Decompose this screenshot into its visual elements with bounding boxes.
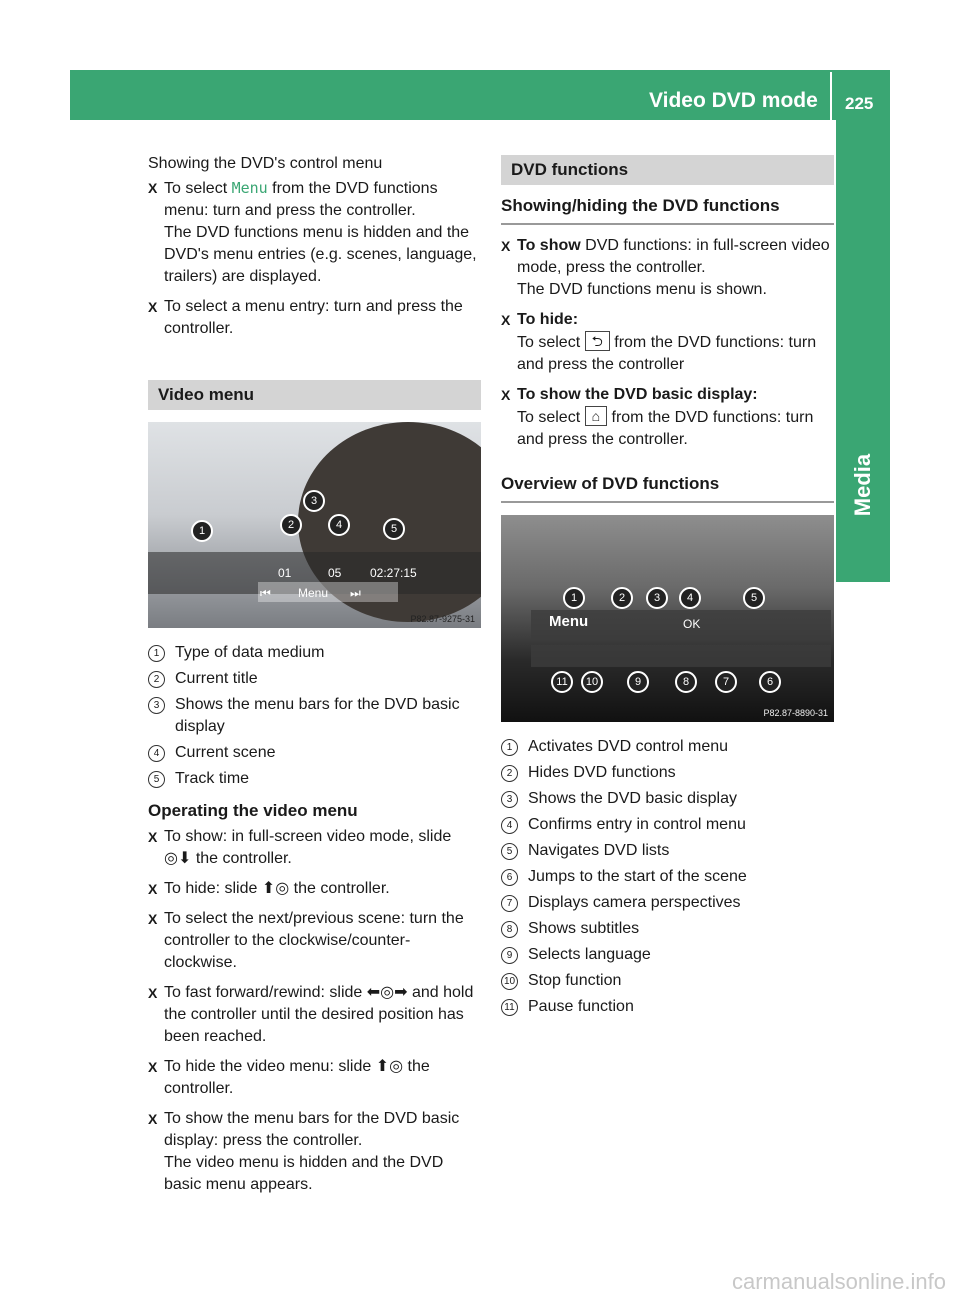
legend-item: [501, 840, 834, 862]
step-text: To fast forward/rewind: slide ⬅◎➡ and hold the controller until the desired position has been reached.: [164, 984, 474, 1045]
legend-item: [148, 668, 481, 690]
operating-heading: Operating the video menu: [148, 801, 358, 820]
step-bold: To show the DVD basic display:: [517, 386, 758, 403]
callout-1: 1: [563, 587, 585, 609]
dvd-functions-legend: [501, 736, 834, 1018]
step-result: The DVD functions menu is hidden and the DVD's menu entries (e.g. scenes, language, trailers) are displayed.: [164, 224, 477, 285]
video-menu-screenshot: [148, 422, 481, 628]
step-arrow-icon: X: [148, 1111, 158, 1127]
legend-item: [501, 970, 834, 992]
operating-step: [148, 1056, 481, 1100]
step-text: from the DVD functions menu: turn and press the controller.: [164, 180, 438, 219]
legend-number: 11: [501, 999, 518, 1016]
callout-2: 2: [280, 514, 302, 536]
step-arrow-icon: X: [501, 312, 511, 328]
legend-text: Hides DVD functions: [528, 764, 676, 781]
page-header-title: Video DVD mode: [649, 89, 818, 112]
legend-number: 10: [501, 973, 518, 990]
image-reference: P82.87-9275-31: [410, 614, 475, 624]
step-arrow-icon: X: [148, 881, 158, 897]
step-arrow-icon: X: [148, 985, 158, 1001]
image-prev-icon: ⏮: [260, 586, 271, 600]
step-basic-display: [501, 384, 834, 451]
callout-4: 4: [328, 514, 350, 536]
legend-number: 1: [501, 739, 518, 756]
legend-text: Jumps to the start of the scene: [528, 868, 747, 885]
legend-number: 7: [501, 895, 518, 912]
back-icon: ⮌: [585, 331, 610, 351]
header-divider: [830, 72, 832, 120]
image-title-value: 01: [278, 566, 292, 580]
showing-hiding-heading: Showing/hiding the DVD functions: [501, 195, 834, 225]
side-tab-label: Media: [850, 453, 875, 517]
page-number: 225: [845, 94, 874, 113]
legend-item: [501, 892, 834, 914]
legend-item: [501, 918, 834, 940]
operating-step: [148, 908, 481, 974]
step-text-part: from the DVD functions: turn and press the controller.: [517, 409, 814, 448]
step-arrow-icon: X: [501, 238, 511, 254]
legend-item: [148, 694, 481, 738]
step-select-entry: [148, 296, 481, 340]
callout-9: 9: [627, 671, 649, 693]
legend-number: 4: [148, 745, 165, 762]
step-arrow-icon: X: [148, 911, 158, 927]
legend-item: [501, 866, 834, 888]
step-bold: To show: [517, 237, 581, 254]
dvd-functions-screenshot: [501, 515, 834, 722]
home-icon: ⌂: [585, 406, 607, 426]
step-text: [517, 406, 834, 451]
legend-item: [148, 768, 481, 790]
legend-number: 4: [501, 817, 518, 834]
step-text: To select: [164, 180, 232, 197]
legend-number: 3: [148, 697, 165, 714]
step-hide: [501, 309, 834, 376]
legend-number: 5: [501, 843, 518, 860]
legend-text: Stop function: [528, 972, 622, 989]
legend-text: Type of data medium: [175, 644, 325, 661]
callout-3: 3: [303, 490, 325, 512]
operating-step: [148, 982, 481, 1048]
legend-text: Selects language: [528, 946, 651, 963]
image-reference: P82.87-8890-31: [763, 708, 828, 718]
image-ok-label: OK: [683, 617, 701, 631]
operating-step: [148, 1108, 481, 1196]
image-time-value: 02:27:15: [370, 566, 417, 580]
menu-word: Menu: [231, 179, 268, 197]
step-text-part: from the DVD functions: turn and press the controller: [517, 334, 817, 373]
step-text: [517, 331, 834, 376]
legend-item: [501, 762, 834, 784]
callout-4: 4: [679, 587, 701, 609]
callout-10: 10: [581, 671, 603, 693]
legend-text: Activates DVD control menu: [528, 738, 729, 755]
legend-number: 3: [501, 791, 518, 808]
image-scene-value: 05: [328, 566, 342, 580]
legend-item: [501, 944, 834, 966]
legend-item: [501, 814, 834, 836]
step-text: To select the next/previous scene: turn the controller to the clockwise/counter-clockwise.: [164, 910, 464, 971]
section-heading-dvd-functions: DVD functions: [501, 155, 834, 185]
legend-text: Shows the menu bars for the DVD basic display: [175, 696, 460, 735]
step-show: [501, 235, 834, 301]
image-control-band: [531, 645, 831, 667]
legend-text: Shows subtitles: [528, 920, 640, 937]
legend-text: Confirms entry in control menu: [528, 816, 746, 833]
step-bold: To hide:: [517, 311, 579, 328]
image-menu-label: Menu: [298, 586, 329, 600]
step-text: To hide: slide ⬆◎ the controller.: [164, 880, 390, 897]
legend-text: Navigates DVD lists: [528, 842, 670, 859]
right-column: [501, 155, 834, 1022]
step-result: The video menu is hidden and the DVD basic menu appears.: [164, 1154, 444, 1193]
left-column: [148, 153, 481, 1196]
legend-item: [501, 788, 834, 810]
legend-text: Current scene: [175, 744, 276, 761]
step-text: To show: in full-screen video mode, slide ◎⬇ the controller.: [164, 828, 452, 867]
watermark: carmanualsonline.info: [731, 1269, 946, 1294]
legend-number: 9: [501, 947, 518, 964]
legend-number: 8: [501, 921, 518, 938]
step-text: To hide the video menu: slide ⬆◎ the controller.: [164, 1058, 430, 1097]
video-menu-legend: [148, 642, 481, 790]
callout-5: 5: [743, 587, 765, 609]
step-arrow-icon: X: [501, 387, 511, 403]
legend-number: 2: [148, 671, 165, 688]
callout-11: 11: [551, 671, 573, 693]
callout-1: 1: [191, 520, 213, 542]
step-arrow-icon: X: [148, 299, 158, 315]
step-select-menu: [148, 177, 481, 288]
legend-item: [148, 642, 481, 664]
legend-number: 5: [148, 771, 165, 788]
legend-number: 2: [501, 765, 518, 782]
callout-2: 2: [611, 587, 633, 609]
callout-6: 6: [759, 671, 781, 693]
legend-number: 6: [501, 869, 518, 886]
section-heading-video-menu: Video menu: [148, 380, 481, 410]
legend-item: [501, 996, 834, 1018]
intro-text: Showing the DVD's control menu: [148, 155, 383, 172]
step-arrow-icon: X: [148, 180, 158, 196]
step-result: The DVD functions menu is shown.: [517, 281, 767, 298]
legend-text: Shows the DVD basic display: [528, 790, 737, 807]
image-menu-label: Menu: [549, 613, 589, 630]
legend-item: [148, 742, 481, 764]
legend-text: Current title: [175, 670, 258, 687]
operating-step: [148, 878, 481, 900]
image-next-icon: ⏭: [350, 586, 361, 600]
operating-step: [148, 826, 481, 870]
step-text: To show the menu bars for the DVD basic display: press the controller.: [164, 1110, 460, 1149]
legend-number: 1: [148, 645, 165, 662]
callout-3: 3: [646, 587, 668, 609]
step-text-part: To select: [517, 334, 585, 351]
overview-heading: Overview of DVD functions: [501, 473, 834, 503]
step-arrow-icon: X: [148, 829, 158, 845]
legend-text: Pause function: [528, 998, 634, 1015]
callout-8: 8: [675, 671, 697, 693]
step-text-part: To select: [517, 409, 585, 426]
step-text: DVD functions: in full-screen video mode, press the controller.: [517, 237, 830, 276]
legend-text: Track time: [175, 770, 250, 787]
callout-5: 5: [383, 518, 405, 540]
legend-item: [501, 736, 834, 758]
callout-7: 7: [715, 671, 737, 693]
step-arrow-icon: X: [148, 1059, 158, 1075]
step-text: To select a menu entry: turn and press the controller.: [164, 298, 463, 337]
legend-text: Displays camera perspectives: [528, 894, 741, 911]
